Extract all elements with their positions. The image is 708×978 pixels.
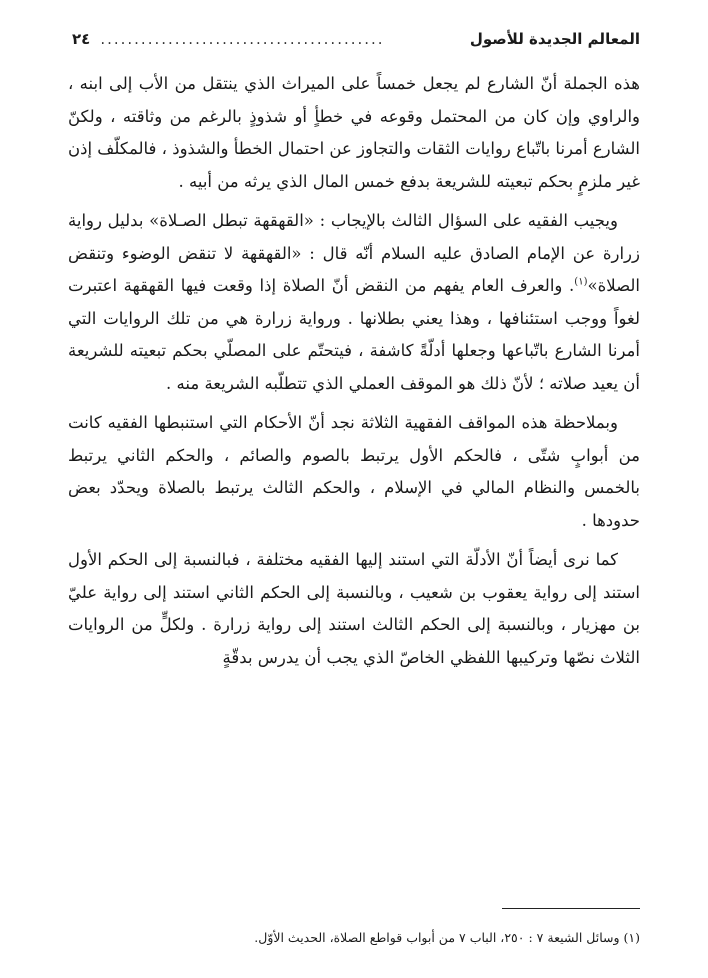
body-text [68, 68, 640, 681]
paragraph-2-end: . والعرف العام يفهم من النقض أنّ الصلاة إذا وقعت فيها القهقهة اعتبرت لغواً ووجب استئنافها ، وهذا يعني بطلانها . ورواية زرارة هي من تلك الروايات التي أمرنا الشارع باتّباعها وجعلها أدلّةً كاشفة ، فيتحتّم على المصلّي بحكم تبعيته للشريعة أن يعيد صلاته ؛ لأنّ ذلك هو الموقف العملي الذي تتطلّبه الشريعة منه . [68, 276, 640, 393]
footnote-divider [502, 908, 640, 909]
paragraph-2 [68, 205, 640, 400]
running-title: المعالم الجديدة للأصول [469, 30, 640, 48]
paragraph-2-start: ويجيب الفقيه على السؤال الثالث بالإيجاب : «القهقهة تبطل الصـلاة» بدليل رواية زرارة عن الإمام الصادق عليه السلام أنّه قال : «القهقهة لا تنقض الوضوء وتنقض الصلاة» [68, 211, 640, 295]
paragraph-4: كما نرى أيضاً أنّ الأدلّة التي استند إليها الفقيه مختلفة ، فبالنسبة إلى الحكم الأول استند إلى رواية يعقوب بن شعيب ، وبالنسبة إلى الحكم الثاني استند إلى رواية عليّ بن مهزيار ، وبالنسبة إلى الحكم الثالث استند إلى رواية زرارة . ولكلٍّ من الروايات الثلاث نصّها وتركيبها اللفظي الخاصّ الذي يجب أن يدرس بدقّةٍ [68, 550, 640, 667]
page-header [72, 30, 640, 48]
page-number: ٢٤ [72, 30, 91, 48]
header-leader-dots: .......................................... [100, 30, 385, 48]
paragraph-3: وبملاحظة هذه المواقف الفقهية الثلاثة نجد أنّ الأحكام التي استنبطها الفقيه كانت من أبوابٍ شتّى ، فالحكم الأول يرتبط بالصوم والصائم ، والحكم الثاني يرتبط بالخمس والنظام المالي في الإسلام ، والحكم الثالث يرتبط بالصلاة ويحدّد بعض حدودها . [68, 413, 640, 530]
footnote-reference[interactable]: (١) [574, 276, 588, 288]
footnote: (١) وسائل الشيعة ٧ : ٢٥٠، الباب ٧ من أبواب قواطع الصلاة، الحديث الأوّل. [254, 930, 640, 945]
paragraph-1: هذه الجملة أنّ الشارع لم يجعل خمساً على الميراث الذي ينتقل من الأب إلى ابنه ، والراوي وإن كان من المحتمل وقوعه في خطأٍ أو شذوذٍ بالرغم من وثاقته ، ولكنّ الشارع أمرنا باتّباع روايات الثقات والتجاوز عن احتمال الخطأ والشذوذ ، فالمكلّف إذن غير ملزمٍ بحكم تبعيته للشريعة بدفع خمس المال الذي يرثه من أبيه . [68, 74, 640, 191]
